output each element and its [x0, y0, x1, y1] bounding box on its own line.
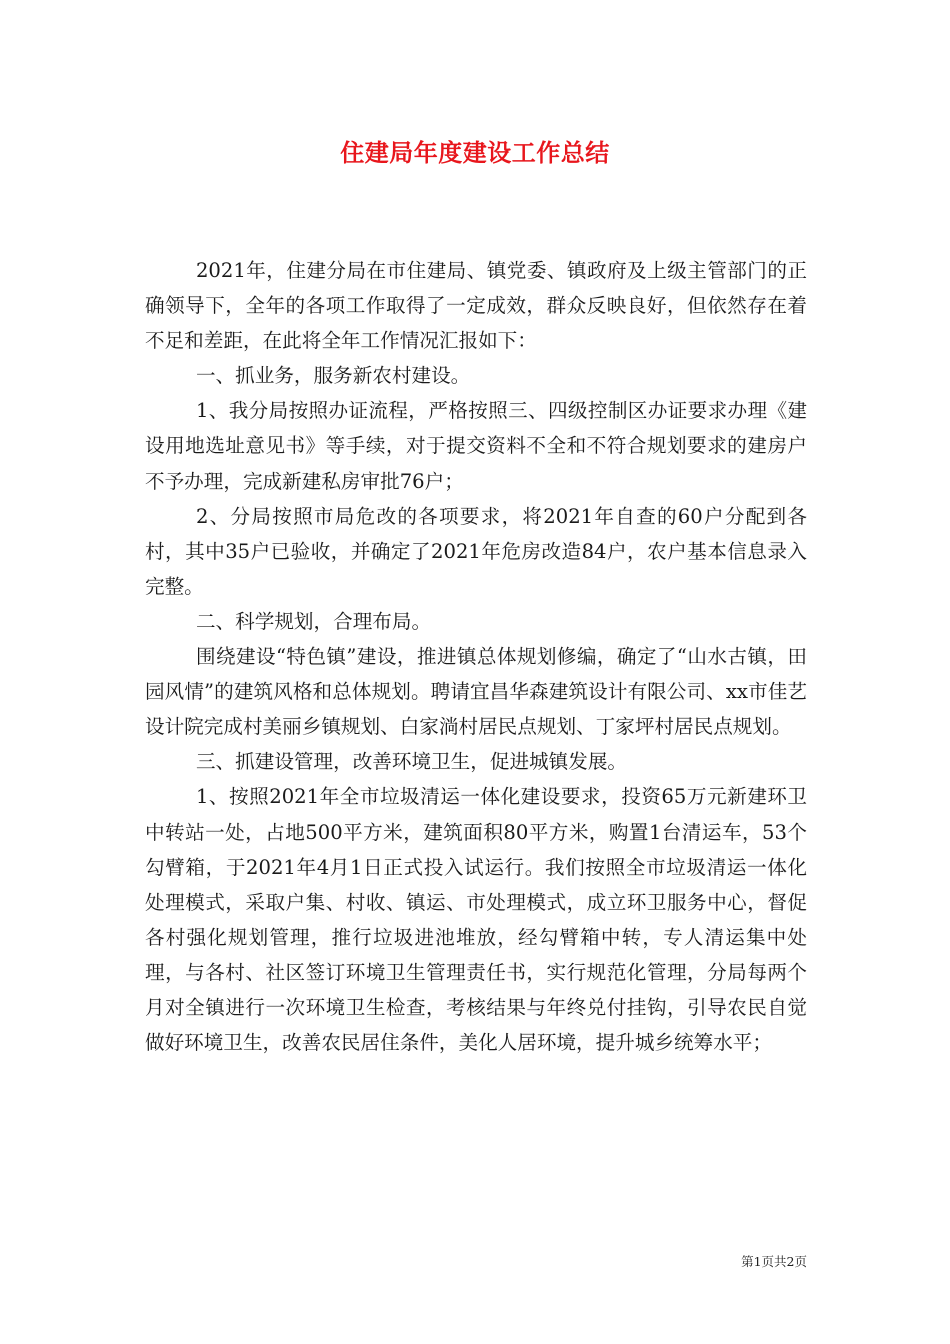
paragraph-1-2: 2、分局按照市局危改的各项要求，将2021年自查的60户分配到各村，其中35户已验收，并确定了2021年危房改造84户，农户基本信息录入完整。 — [145, 504, 807, 598]
section-heading-3: 三、抓建设管理，改善环境卫生，促进城镇发展。 — [195, 750, 628, 774]
document-body — [145, 253, 807, 1060]
section-heading-2: 二、科学规划，合理布局。 — [195, 609, 432, 633]
page-number-footer: 第1页共2页 — [741, 1254, 807, 1269]
paragraph-3-1: 1、按照2021年全市垃圾清运一体化建设要求，投资65万元新建环卫中转站一处，占地500平方米，建筑面积80平方米，购置1台清运车，53个勾臂箱，于2021年4月1日正式投入试运行。我们按照全市垃圾清运一体化处理模式，采取户集、村收、镇运、市处理模式，成立环卫服务中心，督促各村强化规划管理，推行垃圾进池堆放，经勾臂箱中转，专人清运集中处理，与各村、社区签订环境卫生管理责任书，实行规范化管理，分局每两个月对全镇进行一次环境卫生检查，考核结果与年终兑付挂钩，引导农民自觉做好环境卫生，改善农民居住条件，美化人居环境，提升城乡统筹水平； — [145, 785, 807, 1055]
paragraph-1-1: 1、我分局按照办证流程，严格按照三、四级控制区办证要求办理《建设用地选址意见书》等手续，对于提交资料不全和不符合规划要求的建房户不予办理，完成新建私房审批76户； — [145, 399, 807, 493]
paragraph-intro: 2021年，住建分局在市住建局、镇党委、镇政府及上级主管部门的正确领导下，全年的各项工作取得了一定成效，群众反映良好，但依然存在着不足和差距，在此将全年工作情况汇报如下： — [145, 259, 807, 353]
document-title: 住建局年度建设工作总结 — [340, 138, 610, 167]
paragraph-2: 围绕建设“特色镇”建设，推进镇总体规划修编，确定了“山水古镇，田园风情”的建筑风格和总体规划。聘请宜昌华森建筑设计有限公司、xx市佳艺设计院完成村美丽乡镇规划、白家淌村居民点规划、丁家坪村居民点规划。 — [145, 645, 807, 739]
section-heading-1: 一、抓业务，服务新农村建设。 — [195, 364, 471, 388]
